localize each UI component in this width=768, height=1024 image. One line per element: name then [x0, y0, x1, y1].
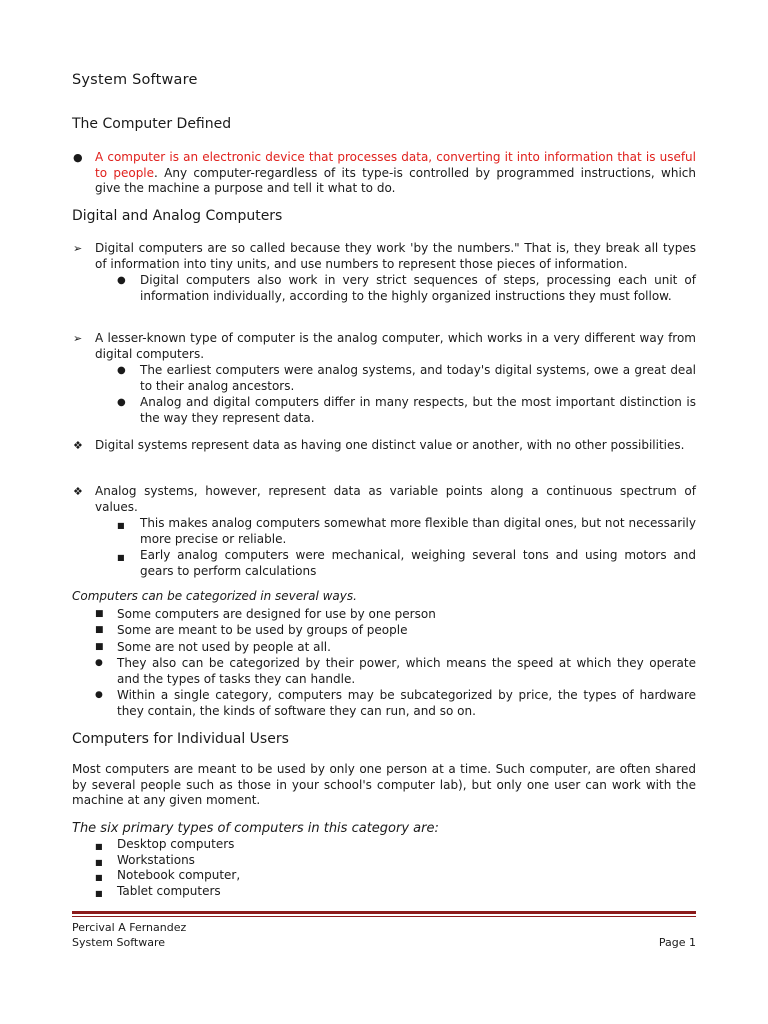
list-item-text: Workstations — [117, 852, 195, 867]
footer-author-line — [72, 920, 696, 935]
footer-author: Percival A Fernandez — [72, 921, 187, 934]
square-bullet-icon: ■ — [95, 888, 103, 898]
sub-list-item — [72, 273, 696, 304]
page-title: System Software — [72, 72, 198, 88]
list-item — [72, 640, 696, 656]
list-item-text: Notebook computer, — [117, 868, 241, 882]
square-bullet-icon: ■ — [95, 641, 104, 652]
diamond-bullet-icon: ❖ — [73, 485, 83, 498]
sub-item-text: The earliest computers were analog systems, and today's digital systems, owe a great deal to their analog ancestors. — [140, 363, 696, 393]
list-item — [72, 656, 696, 687]
list-item — [72, 331, 696, 362]
sub-list-item — [72, 516, 696, 547]
digital-systems-item — [72, 438, 696, 454]
heading-digital-analog: Digital and Analog Computers — [72, 208, 283, 224]
square-bullet-icon: ■ — [95, 608, 104, 619]
list-item-text: They also can be categorized by their power, which means the speed at which they operate and the types of tasks they can handle. — [117, 656, 696, 686]
square-bullet-icon: ■ — [117, 521, 125, 530]
bullet-dot-icon: ● — [95, 690, 103, 700]
bullet-dot-icon: ● — [73, 151, 83, 164]
square-bullet-icon: ■ — [117, 553, 125, 562]
list-item-text: Within a single category, computers may be subcategorized by price, the types of hardware they contain, the kinds of software they can run, and so on. — [117, 688, 696, 718]
bullet-dot-icon: ● — [117, 397, 126, 408]
highlighted-definition: A computer is an electronic device that processes data, converting it into information that is useful to people — [95, 150, 696, 180]
list-item — [72, 688, 696, 719]
square-bullet-icon: ■ — [95, 857, 103, 867]
sub-item-text: This makes analog computers somewhat more flexible than digital ones, but not necessarily more precise or reliable. — [140, 516, 696, 546]
list-item-text: Desktop computers — [117, 837, 235, 851]
list-item-text: Digital computers are so called because they work 'by the numbers." That is, they break all types of information into tiny units, and use numbers to represent those pieces of information. — [95, 241, 696, 271]
digital-item — [72, 241, 696, 304]
definition-continuation: . Any computer-regardless of its type-is controlled by programmed instructions, which give the machine a purpose and tell it what to do. — [95, 165, 696, 195]
list-item-text: A lesser-known type of computer is the analog computer, which works in a very different way from digital computers. — [95, 331, 696, 361]
list-item — [72, 853, 696, 869]
bullet-dot-icon: ● — [95, 658, 103, 668]
footer-course-line — [72, 935, 696, 950]
analog-systems-item — [72, 484, 696, 579]
list-item-text: Some are meant to be used by groups of people — [117, 623, 408, 637]
footer-course: System Software — [72, 936, 166, 949]
list-item — [72, 868, 696, 884]
bullet-list-computer-defined — [72, 150, 696, 197]
individual-users-paragraph — [72, 762, 696, 809]
square-bullet-icon: ■ — [95, 625, 104, 635]
list-item — [72, 438, 696, 454]
bullet-dot-icon: ● — [117, 365, 126, 376]
categorized-intro: Computers can be categorized in several ways. — [72, 589, 357, 603]
list-item-text: Some are not used by people at all. — [117, 639, 331, 654]
list-item — [72, 150, 696, 197]
heading-individual-users: Computers for Individual Users — [72, 731, 289, 747]
list-item — [72, 607, 696, 623]
analog-item — [72, 331, 696, 426]
footer-divider-thin — [72, 916, 696, 917]
list-item — [72, 484, 696, 515]
sub-list-item — [72, 395, 696, 426]
list-item-text: Digital systems represent data as having one distinct value or another, with no other possibilities. — [95, 438, 685, 452]
page-number: Page 1 — [658, 936, 696, 949]
sub-item-text: Early analog computers were mechanical, weighing several tons and using motors and gears to perform calculations — [140, 548, 696, 578]
types-intro: The six primary types of computers in this category are: — [72, 821, 439, 836]
arrow-bullet-icon: ➢ — [73, 332, 83, 345]
sub-item-text: Digital computers also work in very strict sequences of steps, processing each unit of information individually, according to the highly organized instructions they must follow. — [140, 273, 696, 303]
list-item — [72, 837, 696, 853]
sub-list-item — [72, 363, 696, 394]
arrow-bullet-icon: ➢ — [73, 242, 83, 255]
list-item — [72, 884, 696, 900]
heading-computer-defined: The Computer Defined — [72, 116, 232, 132]
list-item-text: Tablet computers — [117, 883, 221, 898]
list-item — [72, 623, 696, 639]
diamond-bullet-icon: ❖ — [73, 439, 83, 452]
categorized-section — [72, 589, 696, 720]
bullet-dot-icon: ● — [117, 275, 126, 286]
footer-divider-thick — [72, 911, 696, 914]
sub-list-item — [72, 548, 696, 579]
body-paragraph: Most computers are meant to be used by only one person at a time. Such computer, are often shared by several people such as those in your school's computer lab), but only one user can work with the machine at any given moment. — [72, 762, 696, 807]
square-bullet-icon: ■ — [95, 842, 103, 851]
sub-item-text: Analog and digital computers differ in many respects, but the most important distinction is the way they represent data. — [140, 395, 696, 425]
list-item-text: Some computers are designed for use by one person — [117, 606, 436, 621]
list-item-text: Analog systems, however, represent data as variable points along a continuous spectrum of values. — [95, 484, 696, 514]
square-bullet-icon: ■ — [95, 873, 103, 882]
computer-types-section — [72, 820, 696, 899]
list-item — [72, 241, 696, 272]
